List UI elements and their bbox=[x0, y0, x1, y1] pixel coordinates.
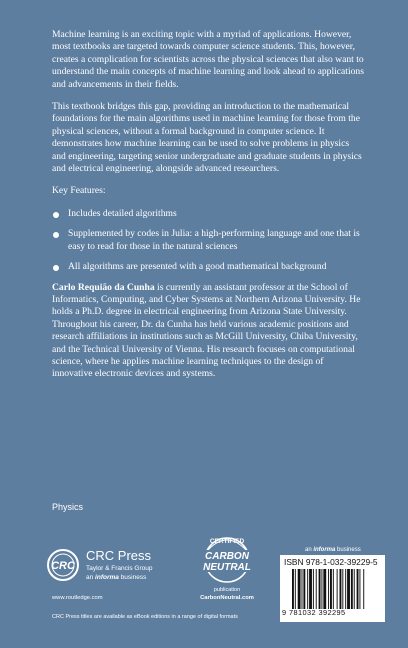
blurb bbox=[52, 29, 364, 391]
barcode-bar bbox=[309, 569, 312, 609]
barcode-bar bbox=[319, 569, 321, 609]
barcode-bar bbox=[295, 569, 296, 609]
barcode-bar bbox=[292, 569, 294, 609]
barcode-bar bbox=[313, 569, 314, 609]
bullet-icon bbox=[53, 265, 59, 271]
bullet-icon bbox=[53, 212, 59, 218]
barcode-bar bbox=[302, 569, 303, 609]
description-paragraph-2: This textbook bridges this gap, providing an introduction to the mathematical foundations for the main algorithms used in machine learning for those from the physical sciences, without a formal background in computer science. It demonstrates how machine learning can be used to solve problems in physics and engineering, targeting senior undergraduate and graduate students in physics and electrical engineering, alongside advanced researchers. bbox=[52, 101, 362, 175]
author-bio-text: is currently an assistant professor at the School of Informatics, Computing, and Cyber Systems at Northern Arizona University. He holds a Ph.D. degree in electrical engineering from Arizona State University. Throughout his career, Dr. da Cunha has held various academic positions and research affiliations in institutions such as McGill University, Chiba University, and the Technical University of Vienna. His research focuses on computational science, where he applies machine learning techniques to the design of innovative electronic devices and systems. bbox=[52, 281, 361, 380]
business-brand: informa bbox=[313, 547, 336, 553]
feature-item bbox=[52, 228, 364, 253]
barcode-bar bbox=[303, 569, 305, 609]
barcode-icon bbox=[292, 569, 378, 609]
barcode-bar bbox=[333, 569, 334, 609]
carbon-publication: publication bbox=[213, 587, 241, 593]
carbon-certified: CERTIFIED bbox=[209, 538, 245, 545]
barcode-bar bbox=[298, 569, 301, 609]
bullet-icon bbox=[53, 232, 59, 238]
ebook-footnote: CRC Press titles are available as eBook editions in a range of digital formats bbox=[52, 614, 238, 620]
tagline-suffix: business bbox=[118, 574, 147, 581]
carbon-url: CarbonNeutral.com bbox=[200, 595, 254, 601]
barcode-bar bbox=[351, 569, 353, 609]
crc-logo-icon bbox=[46, 548, 82, 582]
barcode-box bbox=[280, 555, 385, 622]
barcode-bar bbox=[323, 569, 326, 609]
barcode-bar bbox=[345, 569, 346, 609]
barcode-bar bbox=[342, 569, 343, 609]
carbon-line2: NEUTRAL bbox=[203, 562, 251, 573]
tagline-brand: informa bbox=[95, 574, 119, 581]
tagline-prefix: an bbox=[86, 574, 96, 581]
feature-text: All algorithms are presented with a good mathematical background bbox=[68, 261, 327, 273]
publisher-group: Taylor & Francis Group bbox=[86, 565, 153, 572]
author-name: Carlo Requião da Cunha bbox=[52, 281, 155, 293]
key-features-list bbox=[52, 208, 364, 274]
feature-item bbox=[52, 208, 364, 220]
key-features-title: Key Features: bbox=[52, 185, 106, 197]
feature-text: Includes detailed algorithms bbox=[68, 207, 177, 219]
informa-business-label bbox=[305, 547, 361, 553]
crc-logo-text: CRC bbox=[51, 560, 75, 572]
subject-category: Physics bbox=[52, 502, 84, 512]
barcode-bar bbox=[316, 569, 317, 609]
barcode-digits: 9 781032 392295 bbox=[282, 608, 346, 617]
barcode-bar bbox=[354, 569, 355, 609]
publisher-name: CRC Press bbox=[86, 548, 152, 563]
author-bio bbox=[52, 282, 364, 381]
isbn-number: ISBN 978-1-032-39229-5 bbox=[284, 557, 378, 567]
barcode-bar bbox=[321, 569, 322, 609]
publisher-tagline bbox=[86, 574, 146, 581]
feature-item bbox=[52, 261, 364, 273]
barcode-bar bbox=[357, 569, 359, 609]
barcode-bar bbox=[340, 569, 342, 609]
carbon-line1: CARBON bbox=[205, 551, 249, 562]
barcode-bar bbox=[337, 569, 338, 609]
barcode-bar bbox=[347, 569, 350, 609]
barcode-bar bbox=[307, 569, 308, 609]
barcode-bar bbox=[363, 569, 364, 609]
feature-text: Supplemented by codes in Julia: a high-performing language and one that is easy to read for those in the natural sciences bbox=[68, 228, 360, 252]
barcode-bar bbox=[328, 569, 329, 609]
business-prefix: an bbox=[305, 547, 314, 553]
publisher-url: www.routledge.com bbox=[52, 595, 103, 601]
barcode-bar bbox=[330, 569, 332, 609]
barcode-bar bbox=[359, 569, 360, 609]
description-paragraph-1: Machine learning is an exciting topic with a myriad of applications. However, most textbooks are targeted towards computer science students. This, however, creates a complication for scientists across the physical sciences that also want to understand the main concepts of machine learning and look ahead to applications and advancements in their fields. bbox=[52, 29, 364, 90]
business-suffix: business bbox=[335, 547, 361, 553]
